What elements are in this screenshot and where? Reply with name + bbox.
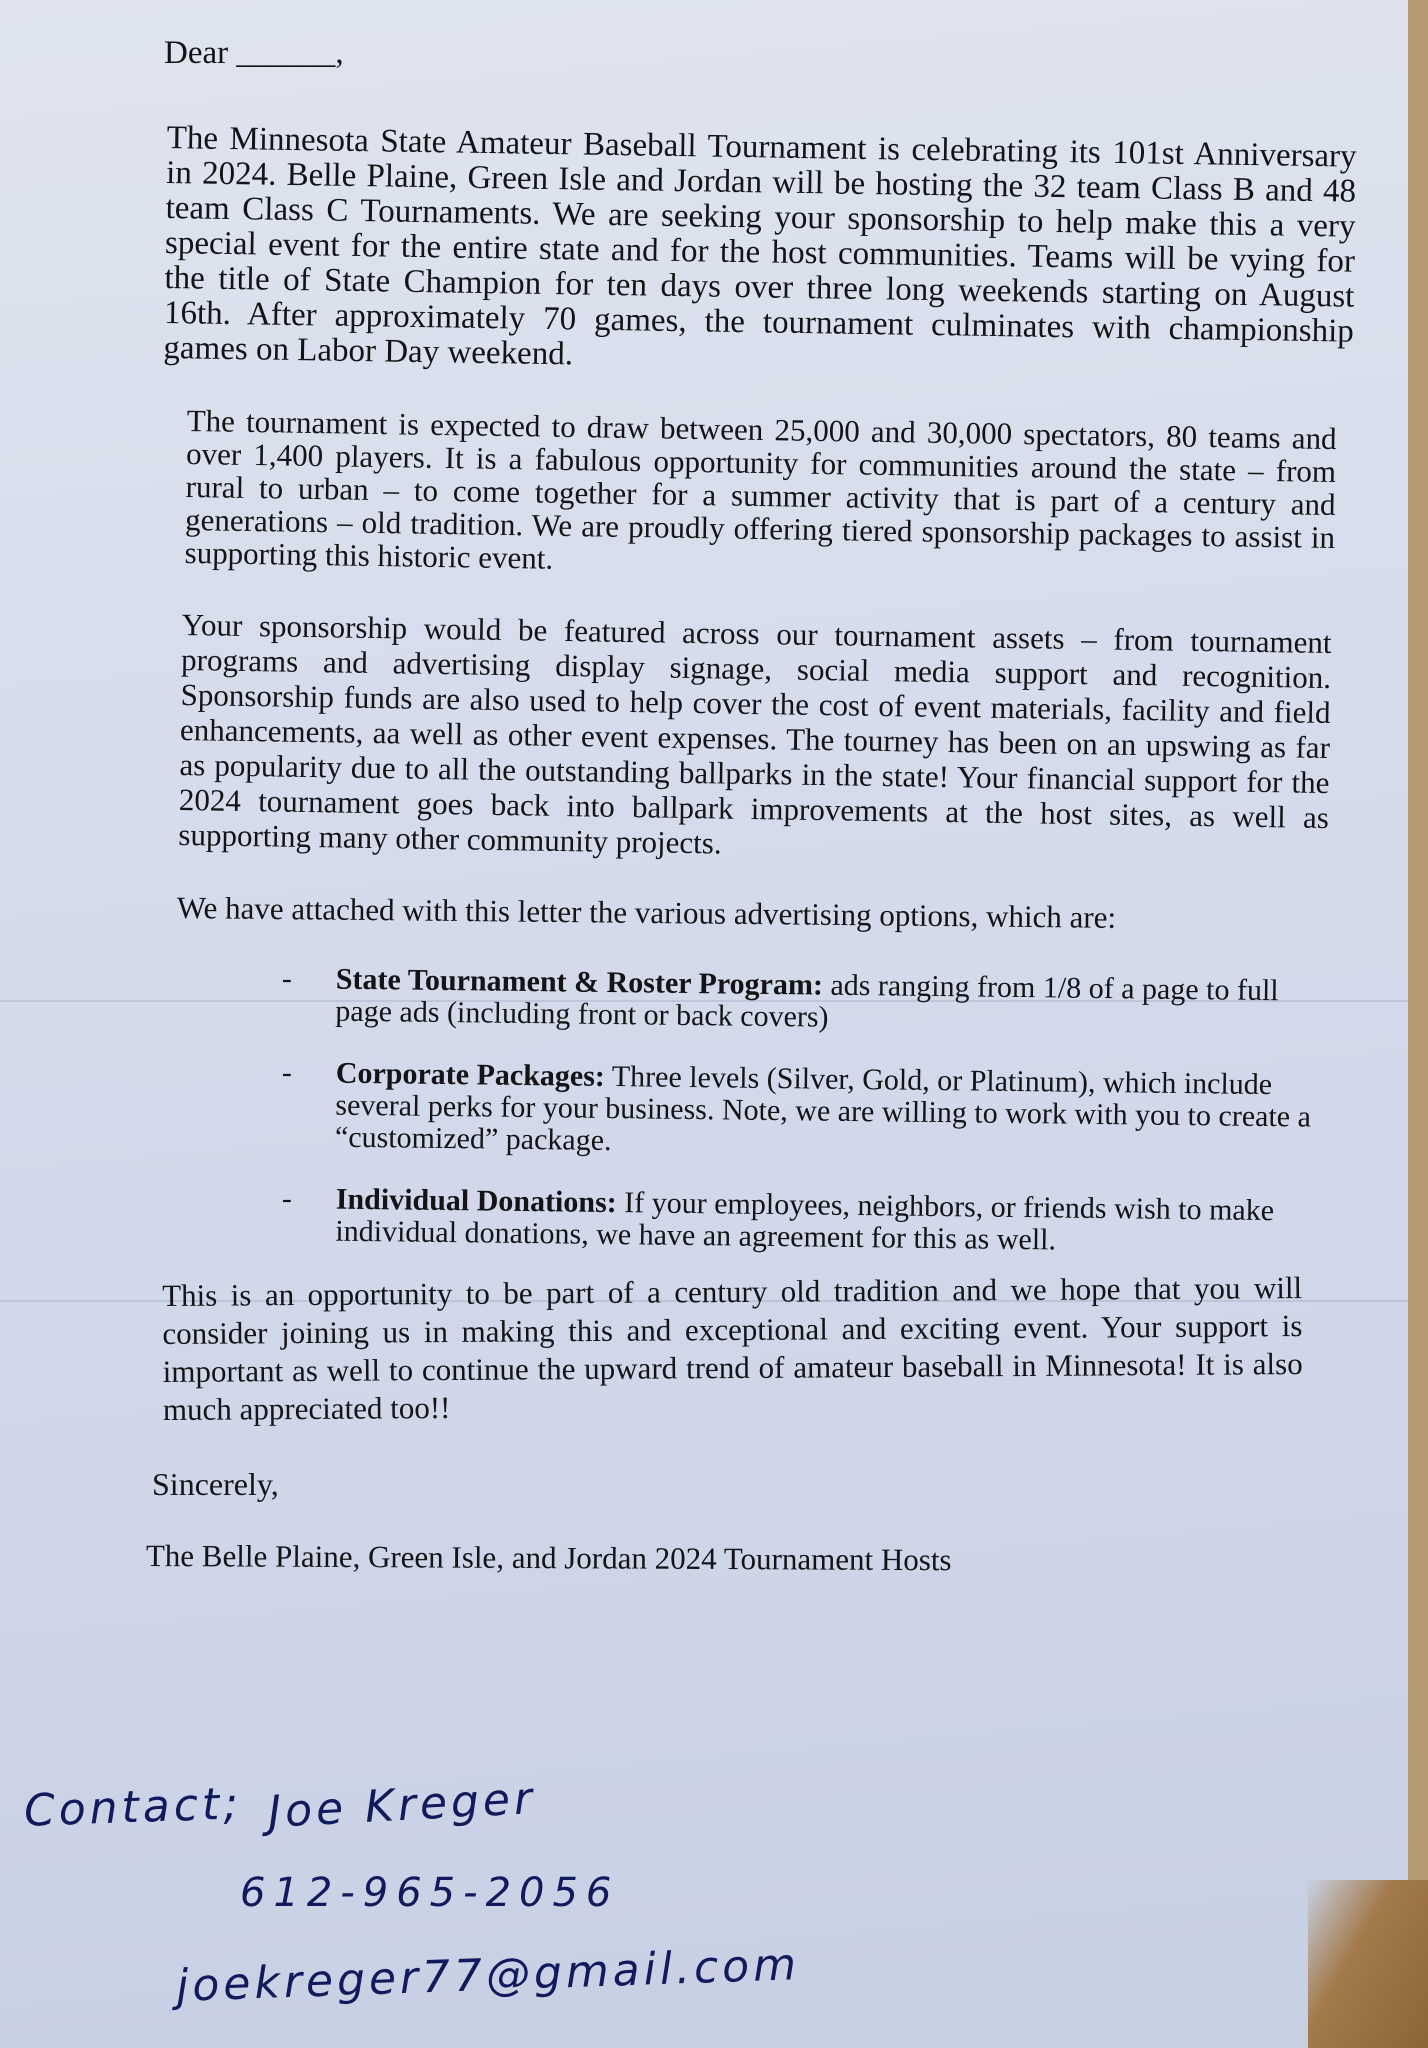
- signoff: The Belle Plaine, Green Isle, and Jordan 2024 Tournament Hosts: [145, 1538, 952, 1578]
- paragraph-closing-appeal: This is an opportunity to be part of a century old tradition and we hope that you will consider joining us in making this and exceptional and exciting event. Your support is important as well to continue the upward trend of amateur baseball in Minnesota! It is also much appreciated too!!: [162, 1270, 1303, 1427]
- salutation: Dear ______,: [164, 35, 344, 71]
- closing: Sincerely,: [152, 1466, 279, 1502]
- handwritten-contact-label: Contact;: [23, 1778, 243, 1837]
- option-title: State Tournament & Roster Program:: [335, 962, 824, 1002]
- bullet-dash: -: [281, 1182, 293, 1216]
- bullet-dash: -: [281, 1056, 293, 1090]
- paragraph-anniversary: The Minnesota State Amateur Baseball Tournament is celebrating its 101st Anniversary in 2024. Belle Plaine, Green Isle and Jordan will be hosting the 32 team Class B and 48 team Class C Tournaments. We are seeking your sponsorship to help make this a very special event for the entire state and for the host communities. Teams will be vying for the title of State Champion for ten days over three long weekends starting on August 16th. After approximately 70 games, the tournament culminates with championship games on Labor Day weekend.: [163, 120, 1357, 373]
- paragraph-options-intro: We have attached with this letter the various advertising options, which are:: [176, 890, 1117, 935]
- paragraph-sponsorship: Your sponsorship would be featured across our tournament assets – from tournament programs and advertising display signage, social media support and recognition. Sponsorship funds are also used to help cover the cost of event materials, facility and field enhancements, aa well as other event expenses. The tourney has been on an upswing as far as popularity due to all the outstanding ballparks in the state! Your financial support for the 2024 tournament goes back into ballpark improvements at the host sites, as well as supporting many other community projects.: [178, 607, 1332, 861]
- paragraph-attendance: The tournament is expected to draw between 25,000 and 30,000 spectators, 80 teams and over 1,400 players. It is a fabulous opportunity for communities around the state – from rural to urban – to come together for a summer activity that is part of a century and generations – old tradition. We are proudly offering tiered sponsorship packages to assist in supporting this historic event.: [184, 403, 1337, 576]
- option-title: Individual Donations:: [335, 1182, 617, 1220]
- handwritten-contact-phone: 612-965-2056: [240, 1870, 620, 1916]
- option-text: If your employees, neighbors, or friends wish to make individual donations, we have an agreement for this as well.: [335, 1186, 1275, 1257]
- handwritten-contact-name: Joe Kreger: [266, 1773, 538, 1838]
- option-text: ads ranging from 1/8 of a page to full page ads (including front or back covers): [335, 968, 1279, 1034]
- table-surface: [1308, 1880, 1428, 2048]
- option-individual: [281, 1183, 1332, 1260]
- option-program: [281, 963, 1332, 1040]
- handwritten-contact-email: joekreger77@gmail.com: [175, 1939, 801, 2012]
- advertising-options-list: [281, 962, 1332, 1257]
- option-corporate: [281, 1057, 1332, 1166]
- letter-body: [145, 35, 1362, 1578]
- option-text: Three levels (Silver, Gold, or Platinum), which include several perks for your business. Note, we are willing to work with you to create a “customized” package.: [334, 1060, 1312, 1158]
- bullet-dash: -: [281, 962, 293, 996]
- option-title: Corporate Packages:: [335, 1056, 606, 1093]
